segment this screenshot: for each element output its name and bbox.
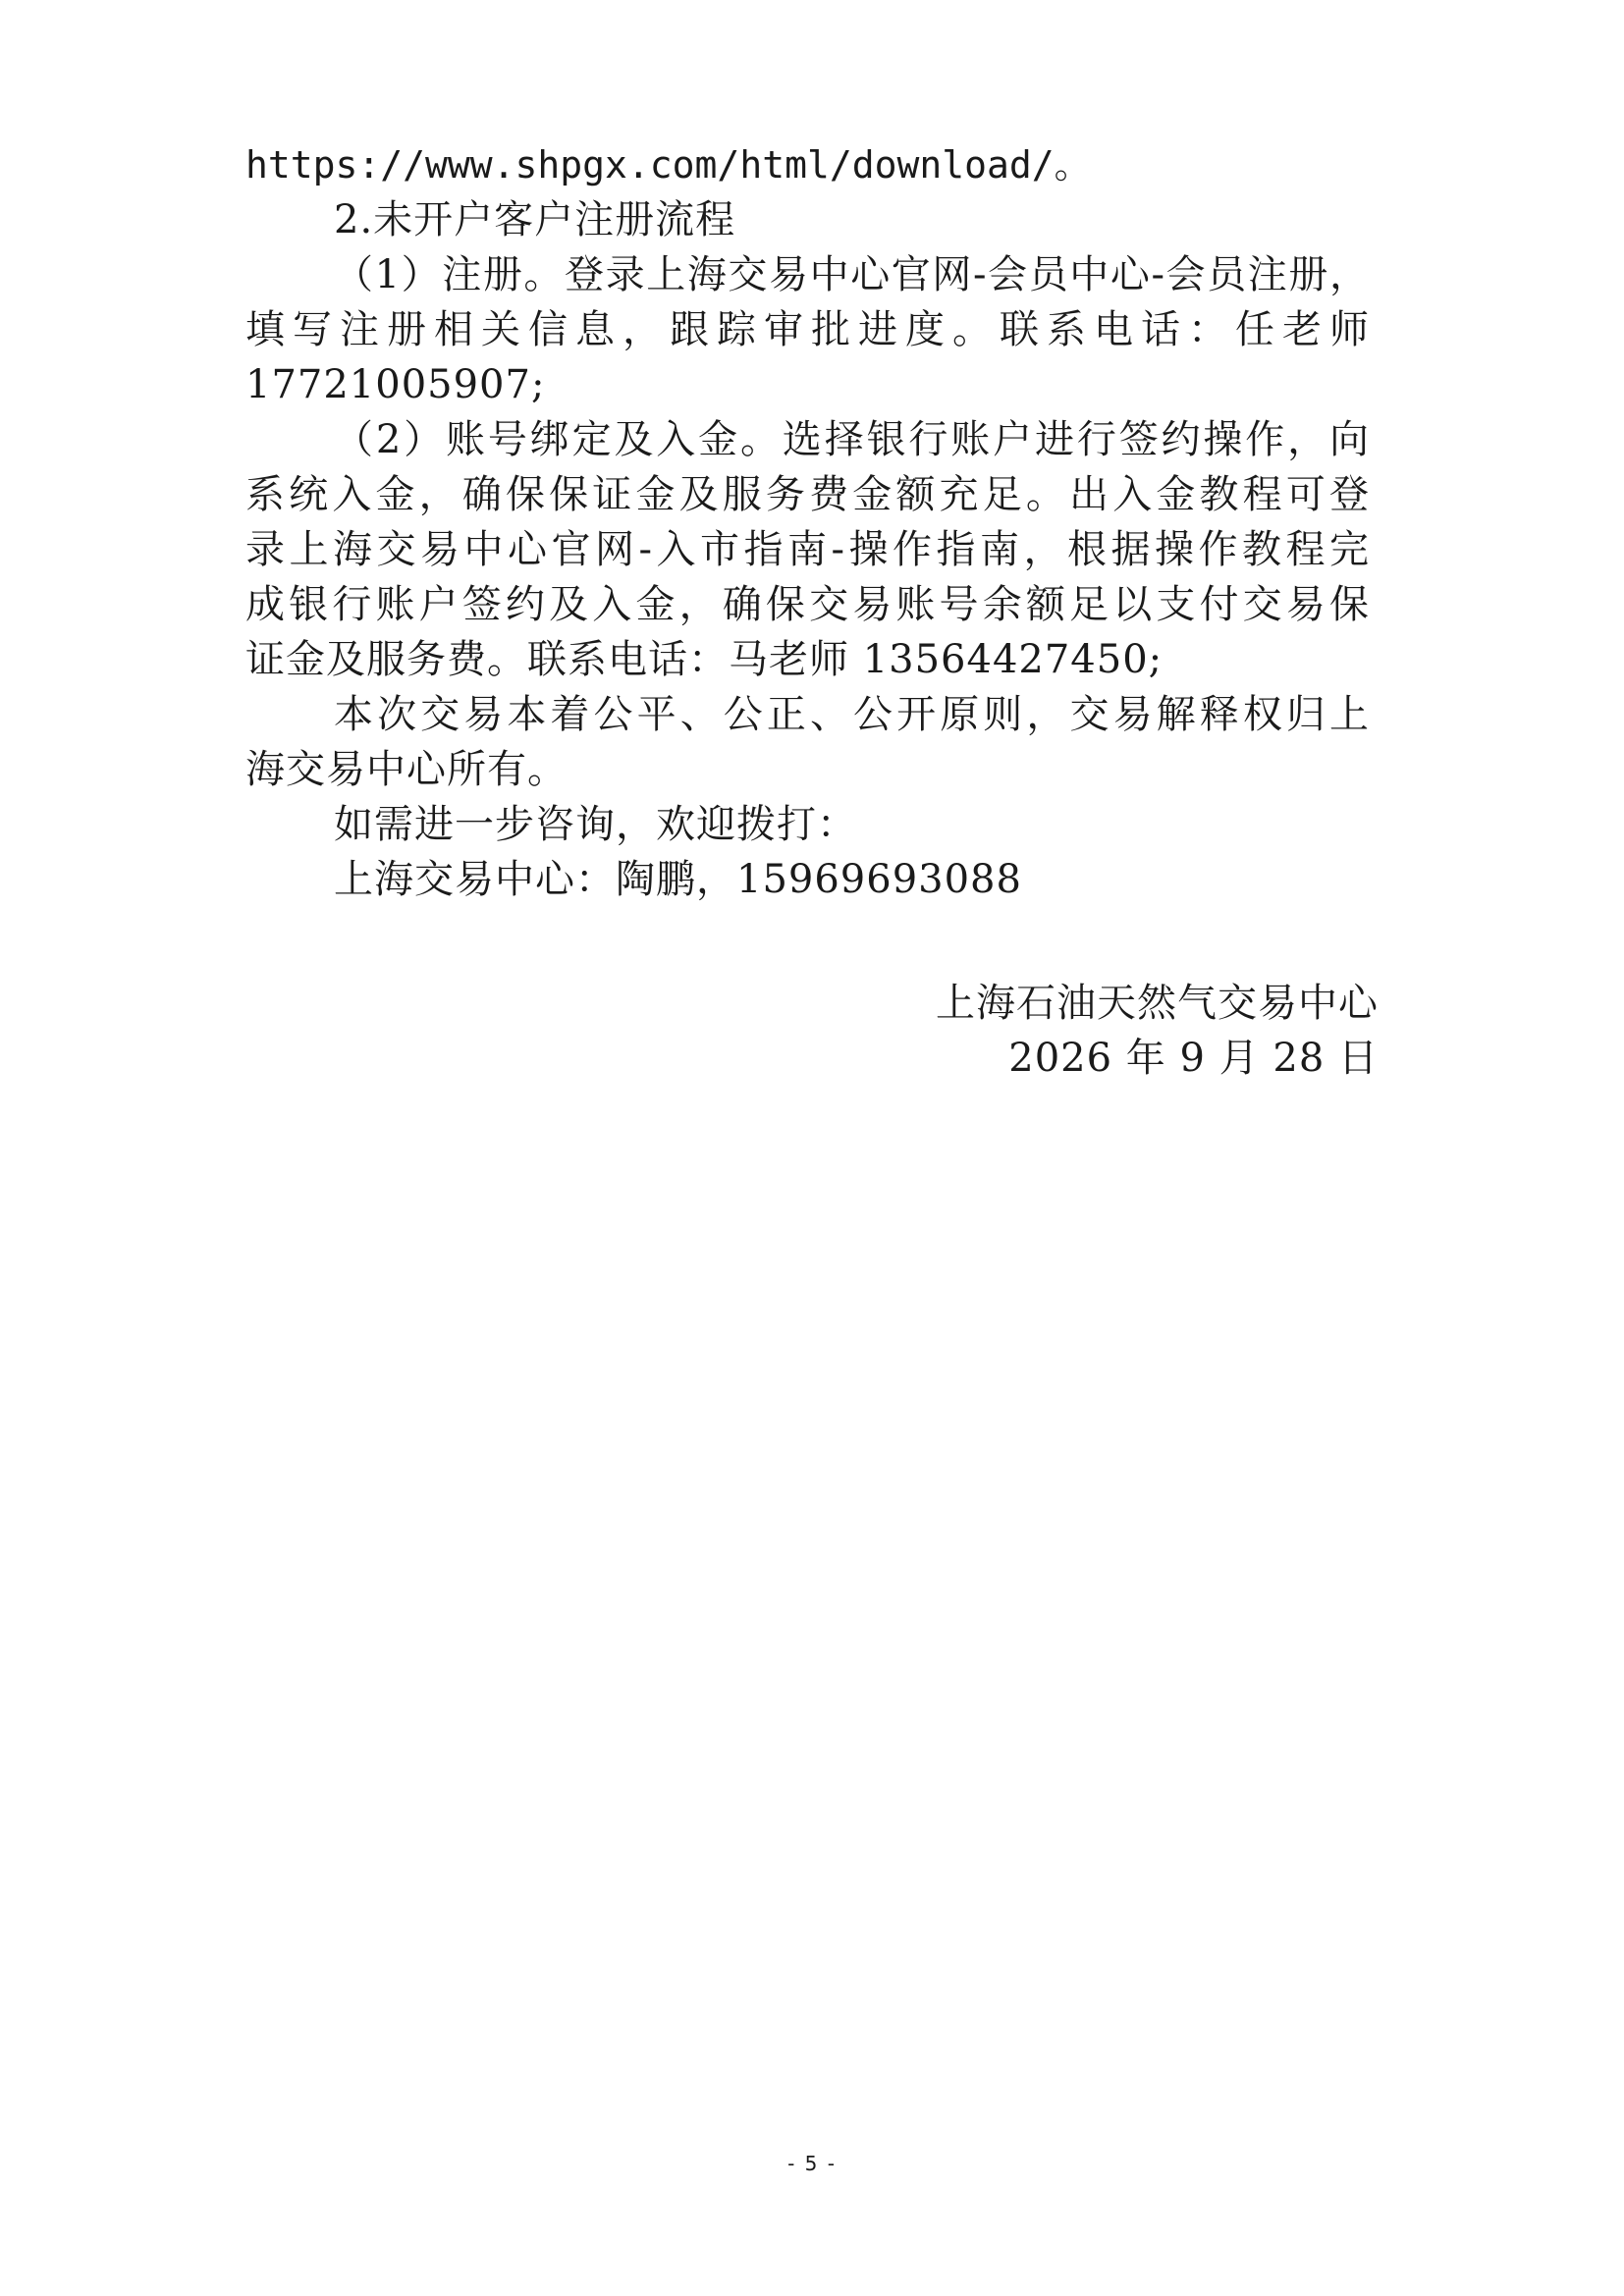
signature-date: 2026 年 9 月 28 日 [1008,1036,1379,1081]
principle-line-1: 本次交易本着公平、公正、公开原则，交易解释权归上 [334,692,1370,737]
section-heading: 2.未开户客户注册流程 [334,197,736,242]
step2-line-1: （2）账号绑定及入金。选择银行账户进行签约操作，向 [334,417,1370,462]
step2-line-2: 系统入金，确保保证金及服务费金额充足。出入金教程可登 [245,472,1370,517]
step2-line-3: 录上海交易中心官网-入市指南-操作指南，根据操作教程完 [245,527,1370,572]
step1-line-3: 17721005907; [245,362,546,407]
step2-line-4: 成银行账户签约及入金，确保交易账号余额足以支付交易保 [245,582,1370,627]
step1-line-2: 填写注册相关信息，跟踪审批进度。联系电话：任老师 [245,307,1370,352]
page-number: - 5 - [787,2152,837,2175]
principle-line-2: 海交易中心所有。 [245,747,568,792]
contact-intro: 如需进一步咨询，欢迎拨打： [334,802,857,847]
step2-line-5: 证金及服务费。联系电话：马老师 13564427450; [245,637,1164,682]
contact-person: 上海交易中心：陶鹏，15969693088 [334,857,1022,902]
signature-organization: 上海石油天然气交易中心 [936,981,1379,1026]
step1-line-1: （1）注册。登录上海交易中心官网-会员中心-会员注册， [334,252,1370,297]
download-url-line: https://www.shpgx.com/html/download/。 [245,143,1092,187]
